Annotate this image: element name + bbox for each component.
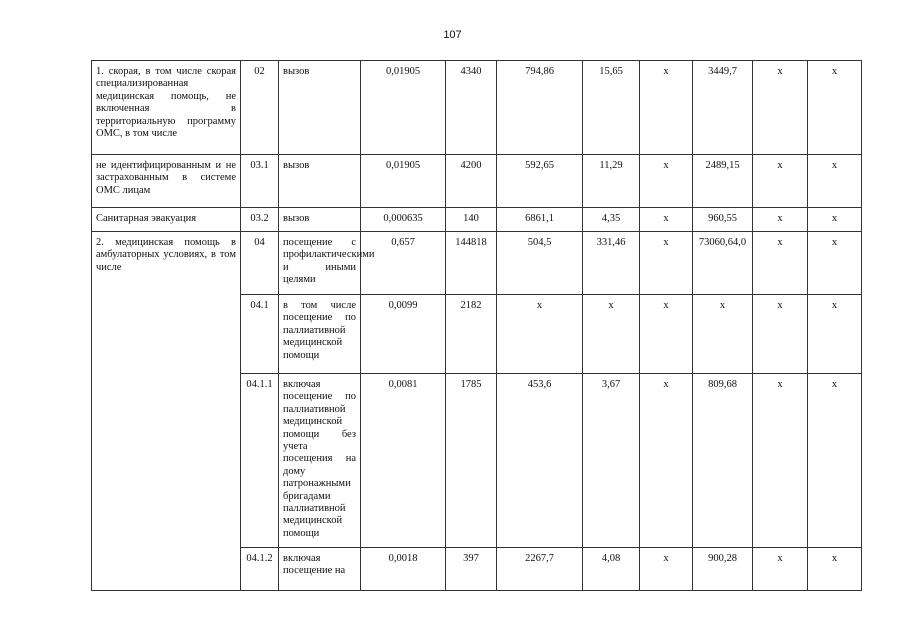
row-value: 11,29 [583,155,640,208]
row-value: х [640,155,693,208]
row-value: х [640,548,693,591]
row-code: 02 [241,61,279,155]
row-value: 73060,64,0 [693,232,753,295]
row-value: 0,657 [361,232,446,295]
row-value: 900,28 [693,548,753,591]
row-code: 03.1 [241,155,279,208]
table-row [92,232,862,295]
row-name: 1. скорая, в том числе скорая специализированная медицинская помощь, не включенная в территориальную программу ОМС, в том числе [92,61,241,155]
row-name: не идентифицированным и не застрахованным в системе ОМС лицам [92,155,241,208]
row-value: х [753,155,808,208]
row-value: 592,65 [497,155,583,208]
row-value: х [753,295,808,374]
data-table [91,60,862,591]
row-value: 960,55 [693,208,753,232]
row-value: 2267,7 [497,548,583,591]
row-value: 4,35 [583,208,640,232]
row-value: 4200 [446,155,497,208]
row-value: 4340 [446,61,497,155]
row-value: х [497,295,583,374]
row-value: х [808,295,862,374]
row-code: 04 [241,232,279,295]
row-value: х [640,295,693,374]
row-value: 504,5 [497,232,583,295]
row-unit: посещение с профилактическими и иными целями [279,232,361,295]
row-value: 0,000635 [361,208,446,232]
table-row [92,208,862,232]
row-value: 453,6 [497,374,583,548]
row-unit: включая посещение на [279,548,361,591]
row-value: х [640,61,693,155]
row-value: х [583,295,640,374]
row-value: 0,01905 [361,61,446,155]
table-row [92,155,862,208]
row-unit: вызов [279,61,361,155]
row-value: 4,08 [583,548,640,591]
row-value: 3449,7 [693,61,753,155]
row-value: х [753,61,808,155]
row-value: х [640,232,693,295]
row-value: 1785 [446,374,497,548]
row-code: 04.1 [241,295,279,374]
row-value: 144818 [446,232,497,295]
row-value: х [808,548,862,591]
row-value: х [693,295,753,374]
row-value: 15,65 [583,61,640,155]
row-value: х [640,374,693,548]
row-value: 2489,15 [693,155,753,208]
row-value: х [808,155,862,208]
row-value: х [753,374,808,548]
row-value: х [808,61,862,155]
row-value: 794,86 [497,61,583,155]
row-value: 0,0018 [361,548,446,591]
row-value: 6861,1 [497,208,583,232]
row-value: 2182 [446,295,497,374]
row-code: 04.1.1 [241,374,279,548]
row-value: х [753,548,808,591]
row-value: 809,68 [693,374,753,548]
page-number: 107 [443,29,462,41]
row-value: х [808,374,862,548]
row-unit: в том числе посещение по паллиативной медицинской помощи [279,295,361,374]
row-code: 03.2 [241,208,279,232]
row-value: х [753,208,808,232]
row-unit: включая посещение по паллиативной медицинской помощи без учета посещения на дому патронажными бригадами паллиативной медицинской помощи [279,374,361,548]
row-value: 3,67 [583,374,640,548]
row-value: х [808,208,862,232]
row-value: 0,01905 [361,155,446,208]
row-value: х [640,208,693,232]
row-name: 2. медицинская помощь в амбулаторных условиях, в том числе [92,232,241,591]
row-value: х [753,232,808,295]
table-row [92,61,862,155]
row-value: 0,0099 [361,295,446,374]
row-value: 331,46 [583,232,640,295]
row-value: 397 [446,548,497,591]
row-unit: вызов [279,155,361,208]
row-value: 0,0081 [361,374,446,548]
row-code: 04.1.2 [241,548,279,591]
row-name: Санитарная эвакуация [92,208,241,232]
row-unit: вызов [279,208,361,232]
row-value: х [808,232,862,295]
row-value: 140 [446,208,497,232]
